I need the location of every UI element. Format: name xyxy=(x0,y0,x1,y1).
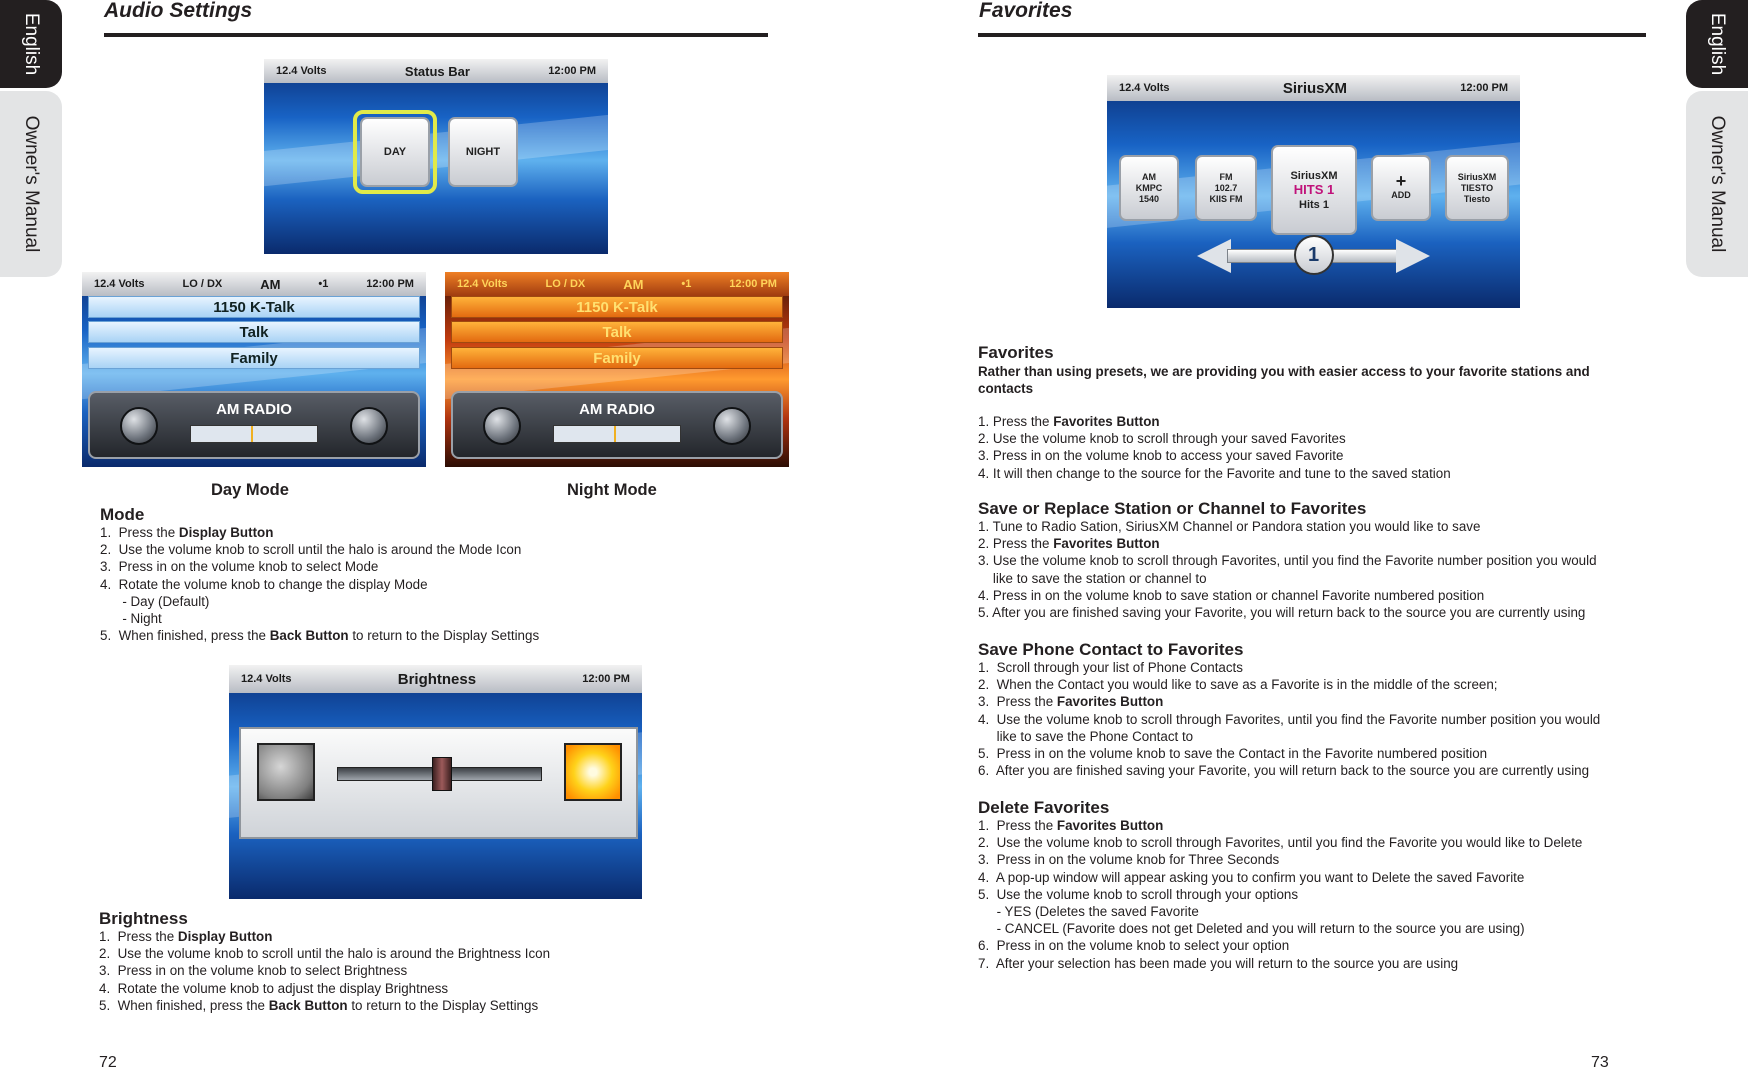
mode-steps xyxy=(100,524,539,644)
owners-manual-tab-label: Owner's Manual xyxy=(1707,115,1728,253)
english-tab xyxy=(0,0,62,88)
selection-halo xyxy=(353,110,437,194)
list-item-text: 3. Press in on the volume knob to select Mode xyxy=(100,559,379,575)
tile-line: Tiesto xyxy=(1463,193,1491,204)
tile-line: SiriusXM xyxy=(1290,169,1338,182)
sirius-status-bar xyxy=(1107,75,1520,101)
list-item-button-name: Favorites Button xyxy=(1056,818,1164,833)
lodx-indicator: LO / DX xyxy=(182,278,223,290)
list-item xyxy=(99,928,550,945)
tile-line: AM xyxy=(1142,171,1156,182)
station-line-3: Family xyxy=(88,347,420,369)
favorite-tile-sirius-selected[interactable] xyxy=(1271,145,1357,235)
english-tab-label: English xyxy=(1707,12,1728,76)
list-item-text: 2. Press the xyxy=(978,536,1054,552)
list-item-text: 5. After you are finished saving your Favorite, you will return back to the source you are currently using xyxy=(978,605,1586,621)
list-item xyxy=(978,869,1582,886)
list-item-text: 3. Use the volume knob to scroll through Favorites, until you find the Favorite number position you would xyxy=(978,553,1597,569)
english-tab-label: English xyxy=(21,12,42,76)
page-number: 73 xyxy=(1591,1054,1609,1069)
delete-steps xyxy=(978,817,1582,972)
list-item-button-name: Favorites Button xyxy=(1056,694,1164,710)
list-item xyxy=(978,886,1582,903)
list-item-text: to return to the Display Settings xyxy=(348,628,540,644)
list-item-button-name: Back Button xyxy=(268,997,348,1013)
screen-title: SiriusXM xyxy=(1282,79,1348,97)
list-item xyxy=(978,604,1597,621)
arrow-right-icon[interactable] xyxy=(1396,239,1430,273)
volts-readout: 12.4 Volts xyxy=(276,65,327,77)
list-item-text: 1. Press the xyxy=(978,818,1057,833)
preset-indicator: •1 xyxy=(681,278,692,290)
list-item xyxy=(978,570,1597,587)
section-title: Audio Settings xyxy=(104,0,253,22)
list-item-text: 2. Use the volume knob to scroll through your saved Favorites xyxy=(978,431,1346,447)
list-item xyxy=(978,955,1582,972)
save-contact-heading: Save Phone Contact to Favorites xyxy=(978,640,1244,659)
station-name: 1150 K-Talk xyxy=(88,296,420,318)
list-item-text: 1. Press the xyxy=(99,929,178,944)
list-item xyxy=(978,518,1597,535)
clock-readout: 12:00 PM xyxy=(1460,82,1508,94)
station-line-3: Family xyxy=(451,347,783,369)
list-item xyxy=(978,535,1597,552)
list-item-button-name: Display Button xyxy=(178,525,274,540)
radio-panel-label: AM RADIO xyxy=(216,401,292,418)
list-item xyxy=(978,676,1600,693)
list-item-text: 2. Use the volume knob to scroll through Favorites, until you find the Favorite you would like to Delete xyxy=(978,835,1583,851)
list-item xyxy=(100,576,539,593)
radio-panel-label: AM RADIO xyxy=(579,401,655,418)
status-bar xyxy=(264,59,608,83)
list-item-text: 4. A pop-up window will appear asking you to confirm you want to Delete the saved Favorite xyxy=(978,869,1525,885)
list-item xyxy=(100,558,539,575)
list-item-text: 3. Press in on the volume knob to access your saved Favorite xyxy=(978,448,1344,464)
list-item xyxy=(100,610,539,627)
list-item-button-name: Back Button xyxy=(269,628,349,644)
right-page xyxy=(874,0,1748,1069)
tuning-knob-icon[interactable] xyxy=(120,407,158,445)
screen-title: Brightness xyxy=(397,670,477,688)
tile-logo: HITS 1 xyxy=(1293,181,1335,197)
list-item-text: to return to the Display Settings xyxy=(347,997,539,1013)
english-tab xyxy=(1686,0,1748,88)
tile-line: ADD xyxy=(1391,189,1411,200)
tile-line: KMPC xyxy=(1135,182,1163,193)
list-item-text: 2. When the Contact you would like to save as a Favorite is in the middle of the screen; xyxy=(978,677,1498,693)
brightness-screen xyxy=(229,665,642,899)
list-item xyxy=(100,524,539,541)
preset-indicator: •1 xyxy=(318,278,329,290)
list-item xyxy=(100,627,539,644)
add-icon: + xyxy=(1395,170,1407,191)
title-rule xyxy=(978,33,1646,37)
volts-readout: 12.4 Volts xyxy=(241,673,292,685)
station-line-2: Talk xyxy=(451,321,783,343)
radio-status-bar xyxy=(445,272,789,296)
list-item-text: 4. Rotate the volume knob to adjust the display Brightness xyxy=(99,980,449,996)
list-item xyxy=(978,728,1600,745)
tile-line: FM xyxy=(1219,171,1233,182)
save-station-steps xyxy=(978,518,1597,621)
dial-marker xyxy=(251,426,253,442)
title-rule xyxy=(104,33,768,37)
tile-line: KIIS FM xyxy=(1209,193,1243,204)
tile-line: 102.7 xyxy=(1214,182,1238,193)
add-favorite-tile[interactable] xyxy=(1371,155,1431,221)
status-bar-screen xyxy=(264,59,608,254)
list-item-text: 3. Press the xyxy=(978,694,1057,710)
night-mode-screen xyxy=(445,272,789,467)
station-line-2: Talk xyxy=(88,321,420,343)
list-item-text: 3. Press in on the volume knob for Three Seconds xyxy=(978,852,1280,868)
day-mode-caption: Day Mode xyxy=(211,481,289,499)
arrow-left-icon[interactable] xyxy=(1197,239,1231,273)
tuning-dial xyxy=(553,425,681,443)
list-item-text: 4. Rotate the volume knob to change the display Mode xyxy=(100,576,428,592)
list-item xyxy=(978,465,1451,482)
list-item-text: 5. Press in on the volume knob to save the Contact in the Favorite numbered position xyxy=(978,746,1488,762)
favorites-heading: Favorites xyxy=(978,343,1054,362)
volts-readout: 12.4 Volts xyxy=(94,278,145,290)
radio-status-bar xyxy=(82,272,426,296)
owners-manual-tab xyxy=(0,91,62,277)
list-item-text: 4. Press in on the volume knob to save station or channel Favorite numbered position xyxy=(978,587,1485,603)
list-item-button-name: Favorites Button xyxy=(1053,536,1160,552)
list-item-text: like to save the station or channel to xyxy=(978,570,1207,586)
favorite-tile-tiesto[interactable] xyxy=(1445,155,1509,221)
list-item xyxy=(978,762,1600,779)
favorite-tile-am[interactable] xyxy=(1119,155,1179,221)
list-item-text: 5. Use the volume knob to scroll through your options xyxy=(978,886,1299,902)
brightness-heading: Brightness xyxy=(99,909,188,928)
tuning-dial xyxy=(190,425,318,443)
save-contact-steps xyxy=(978,659,1600,779)
radio-panel xyxy=(88,391,420,459)
list-item-text: - Night xyxy=(100,611,162,627)
list-item xyxy=(978,817,1582,834)
list-item xyxy=(100,593,539,610)
list-item-text: - CANCEL (Favorite does not get Deleted and you will return to the source you are using) xyxy=(978,921,1525,937)
station-name: 1150 K-Talk xyxy=(451,296,783,318)
list-item-text: 5. When finished, press the xyxy=(99,997,269,1013)
list-item-text: 5. When finished, press the xyxy=(100,628,270,644)
brightness-slider-thumb[interactable] xyxy=(432,757,452,791)
tile-line: Hits 1 xyxy=(1299,198,1329,211)
tile-line: TIESTO xyxy=(1460,182,1494,193)
list-item-text: - YES (Deletes the saved Favorite xyxy=(978,904,1199,920)
section-title: Favorites xyxy=(979,0,1073,22)
list-item-text: 1. Press the xyxy=(978,414,1054,429)
list-item-text: 1. Scroll through your list of Phone Contacts xyxy=(978,660,1243,675)
day-mode-screen xyxy=(82,272,426,467)
list-item-text: 3. Press in on the volume knob to select Brightness xyxy=(99,963,408,979)
page-number: 72 xyxy=(99,1054,117,1069)
list-item xyxy=(978,834,1582,851)
list-item-text: 2. Use the volume knob to scroll until the halo is around the Mode Icon xyxy=(100,542,522,558)
favorite-tile-fm[interactable] xyxy=(1195,155,1257,221)
dial-marker xyxy=(614,426,616,442)
list-item-text: 6. After you are finished saving your Favorite, you will return back to the source you are currently using xyxy=(978,763,1590,779)
list-item-text: like to save the Phone Contact to xyxy=(978,728,1194,744)
brightness-panel xyxy=(239,727,638,839)
brightness-steps xyxy=(99,928,550,1014)
list-item xyxy=(100,541,539,558)
list-item xyxy=(978,430,1451,447)
list-item xyxy=(978,851,1582,868)
band-label: AM xyxy=(260,276,281,292)
delete-heading: Delete Favorites xyxy=(978,798,1110,817)
favorites-steps xyxy=(978,413,1451,482)
siriusxm-screen xyxy=(1107,75,1520,308)
owners-manual-tab xyxy=(1686,91,1748,277)
list-item xyxy=(978,447,1451,464)
brightness-status-bar xyxy=(229,665,642,693)
owners-manual-tab-label: Owner's Manual xyxy=(21,115,42,253)
list-item xyxy=(978,413,1451,430)
list-item-text: 4. It will then change to the source for the Favorite and tune to the saved station xyxy=(978,465,1451,481)
list-item-text: - Day (Default) xyxy=(100,593,210,609)
list-item-text: 7. After your selection has been made you will return to the source you are using xyxy=(978,955,1459,971)
list-item xyxy=(978,552,1597,569)
clock-readout: 12:00 PM xyxy=(729,278,777,290)
band-label: AM xyxy=(623,276,644,292)
favorites-lead: Rather than using presets, we are providing you with easier access to your favorite stations and contacts xyxy=(978,364,1590,396)
favorite-scroll-arrows xyxy=(1197,239,1430,273)
list-item-text: 1. Press the xyxy=(100,525,179,540)
list-item-text: 6. Press in on the volume knob to select your option xyxy=(978,938,1290,954)
mode-heading: Mode xyxy=(100,505,145,524)
list-item xyxy=(978,659,1600,676)
lodx-indicator: LO / DX xyxy=(545,278,586,290)
tile-line: 1540 xyxy=(1138,193,1160,204)
clock-readout: 12:00 PM xyxy=(548,65,596,77)
tile-line: SiriusXM xyxy=(1457,171,1497,182)
list-item xyxy=(978,903,1582,920)
night-button[interactable]: NIGHT xyxy=(448,117,518,187)
list-item xyxy=(99,962,550,979)
clock-readout: 12:00 PM xyxy=(366,278,414,290)
list-item xyxy=(978,745,1600,762)
list-item xyxy=(99,997,550,1014)
list-item xyxy=(99,980,550,997)
screen-title: Status Bar xyxy=(404,63,470,79)
favorite-knob-icon[interactable] xyxy=(713,407,751,445)
list-item-button-name: Display Button xyxy=(177,929,273,944)
volts-readout: 12.4 Volts xyxy=(457,278,508,290)
favorite-position-badge: 1 xyxy=(1294,235,1334,275)
tuning-knob-icon[interactable] xyxy=(483,407,521,445)
sun-icon xyxy=(564,743,622,801)
day-button[interactable]: DAY xyxy=(360,117,430,187)
list-item xyxy=(99,945,550,962)
list-item-text: 2. Use the volume knob to scroll until the halo is around the Brightness Icon xyxy=(99,946,551,962)
list-item xyxy=(978,711,1600,728)
night-mode-caption: Night Mode xyxy=(567,481,657,499)
list-item xyxy=(978,693,1600,710)
save-station-heading: Save or Replace Station or Channel to Favorites xyxy=(978,499,1367,518)
favorite-knob-icon[interactable] xyxy=(350,407,388,445)
radio-panel xyxy=(451,391,783,459)
moon-icon xyxy=(257,743,315,801)
list-item xyxy=(978,587,1597,604)
list-item-text: 1. Tune to Radio Sation, SiriusXM Channel or Pandora station you would like to save xyxy=(978,519,1481,534)
clock-readout: 12:00 PM xyxy=(582,673,630,685)
list-item-text: 4. Use the volume knob to scroll through Favorites, until you find the Favorite number position you would xyxy=(978,711,1601,727)
list-item xyxy=(978,937,1582,954)
volts-readout: 12.4 Volts xyxy=(1119,82,1170,94)
list-item-button-name: Favorites Button xyxy=(1053,414,1160,429)
list-item xyxy=(978,920,1582,937)
